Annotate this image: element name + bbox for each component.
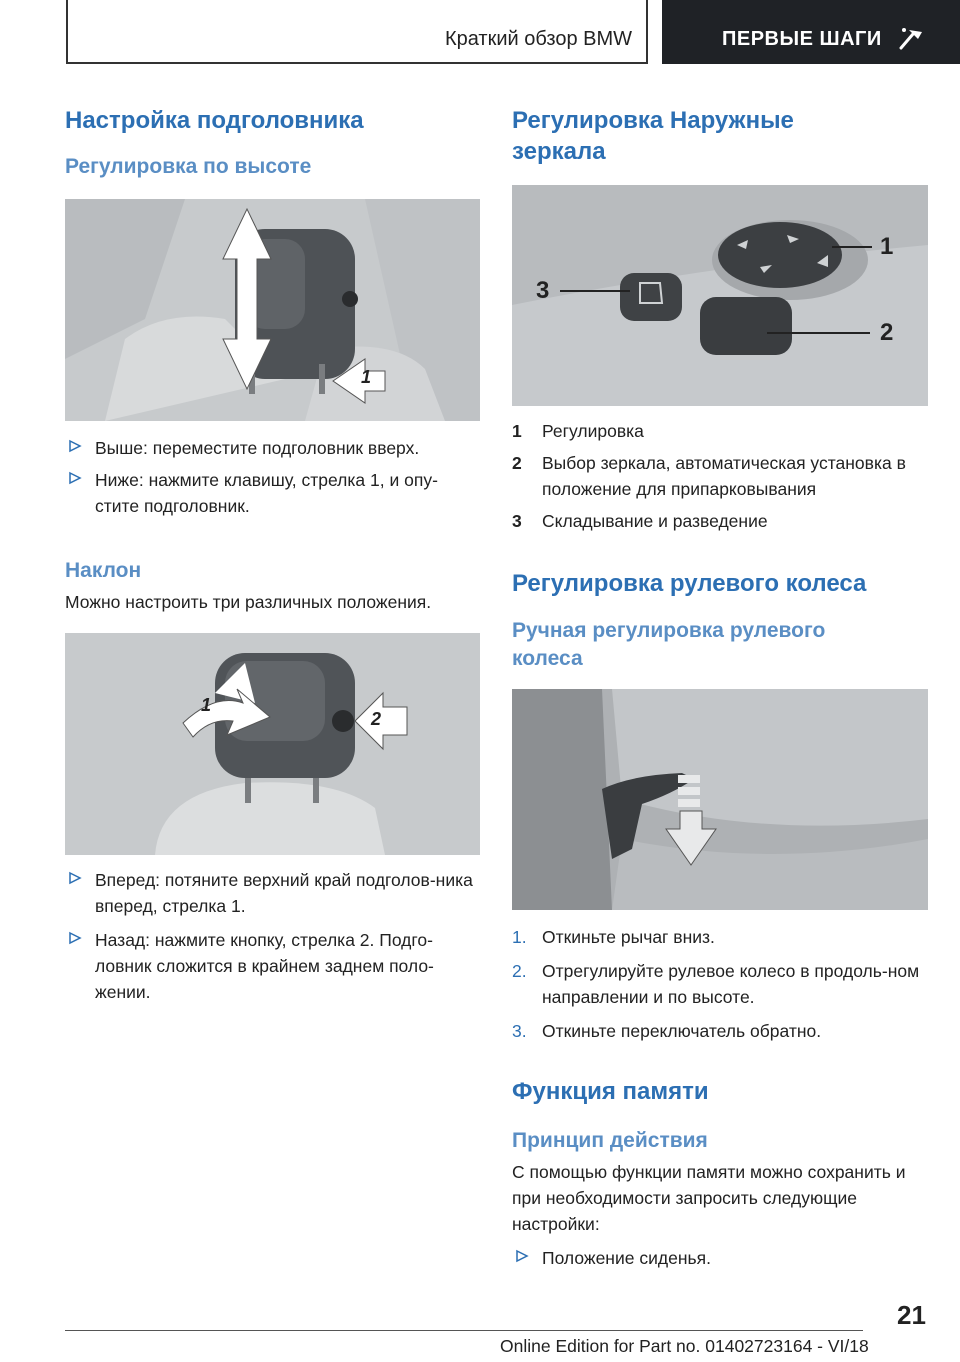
fig3-callout-2: 2: [880, 319, 894, 346]
list-item-text: Положение сиденья.: [542, 1248, 711, 1268]
tilt-intro: Можно настроить три различных положения.: [65, 592, 432, 612]
triangle-bullet-icon: [68, 439, 82, 453]
list-item: [512, 1245, 928, 1271]
height-subtitle: Регулировка по высоте: [65, 155, 312, 178]
list-item-text: Отрегулируйте рулевое колесо в продоль-ном направлении и по высоте.: [542, 961, 920, 1007]
triangle-bullet-icon: [68, 471, 82, 485]
list-item-number: 2.: [512, 961, 527, 981]
list-item: [65, 867, 480, 919]
list-item: [65, 467, 480, 519]
flag-icon: [898, 26, 926, 50]
footer-edition: Online Edition for Part no. 01402723164 - VI/18: [500, 1336, 869, 1356]
list-item: [512, 418, 928, 444]
steering-steps-list: [512, 924, 928, 1044]
list-item-number: 1: [512, 421, 522, 441]
list-item-text: Регулировка: [542, 421, 644, 441]
headrest-height-figure: [65, 199, 480, 421]
header-chapter-title: ПЕРВЫЕ ШАГИ: [722, 28, 882, 50]
triangle-bullet-icon: [68, 871, 82, 885]
list-item: [512, 508, 928, 534]
header-chapter-box: [662, 0, 960, 64]
footer-divider: [65, 1330, 863, 1331]
page-header: [66, 0, 960, 64]
list-item: [512, 924, 928, 950]
page-number: 21: [897, 1300, 926, 1330]
header-section-title: Краткий обзор BMW: [444, 28, 632, 50]
triangle-bullet-icon: [68, 931, 82, 945]
list-item: [65, 927, 480, 1005]
list-item-text: Откиньте переключатель обратно.: [542, 1021, 822, 1041]
steering-lever-figure: [512, 689, 928, 910]
list-item-text: Ниже: нажмите клавишу, стрелка 1, и опу-стите подголовник.: [95, 470, 438, 516]
fig2-callout-1: 1: [201, 695, 212, 715]
list-item-number: 1.: [512, 927, 527, 947]
principle-subtitle: Принцип действия: [512, 1129, 708, 1152]
memory-text: С помощью функции памяти можно сохранить и при необходимости запросить следующие настройки:: [512, 1162, 906, 1234]
mirror-legend-list: [512, 418, 928, 534]
list-item-number: 2: [512, 453, 522, 473]
fig2-callout-2: 2: [371, 709, 382, 729]
list-item-text: Вперед: потяните верхний край подголов-ника вперед, стрелка 1.: [95, 870, 473, 916]
mirror-controls-figure: [512, 185, 928, 406]
list-item: [512, 958, 928, 1010]
memory-title: Функция памяти: [512, 1078, 709, 1105]
tilt-bullet-list: [65, 867, 480, 1005]
headrest-tilt-figure: [65, 633, 480, 855]
tilt-subtitle: Наклон: [65, 559, 142, 582]
manual-steering-subtitle: Ручная регулировка рулевого колеса: [512, 619, 826, 670]
height-bullet-list: [65, 435, 480, 519]
list-item-text: Складывание и разведение: [542, 511, 768, 531]
headrest-title: Настройка подголовника: [65, 107, 364, 134]
list-item-number: 3: [512, 511, 522, 531]
list-item: [65, 435, 480, 461]
triangle-bullet-icon: [515, 1249, 529, 1263]
list-item-number: 3.: [512, 1021, 527, 1041]
list-item: [512, 450, 928, 502]
steering-title: Регулировка рулевого колеса: [512, 570, 867, 597]
list-item: [512, 1018, 928, 1044]
header-section-box: [66, 0, 648, 64]
fig3-callout-3: 3: [536, 277, 550, 304]
mirrors-title: Регулировка Наружные зеркала: [512, 107, 794, 165]
fig3-callout-1: 1: [880, 233, 894, 260]
list-item-text: Выбор зеркала, автоматическая установка в положение для припарковывания: [542, 453, 906, 499]
right-column: [512, 100, 928, 1271]
list-item-text: Откиньте рычаг вниз.: [542, 927, 715, 947]
list-item-text: Назад: нажмите кнопку, стрелка 2. Подго-ловник сложится в крайнем заднем поло-жении.: [95, 930, 434, 1002]
fig1-callout: 1: [361, 367, 372, 387]
left-column: [65, 100, 480, 1005]
list-item-text: Выше: переместите подголовник вверх.: [95, 438, 420, 458]
memory-bullet-list: [512, 1245, 928, 1271]
